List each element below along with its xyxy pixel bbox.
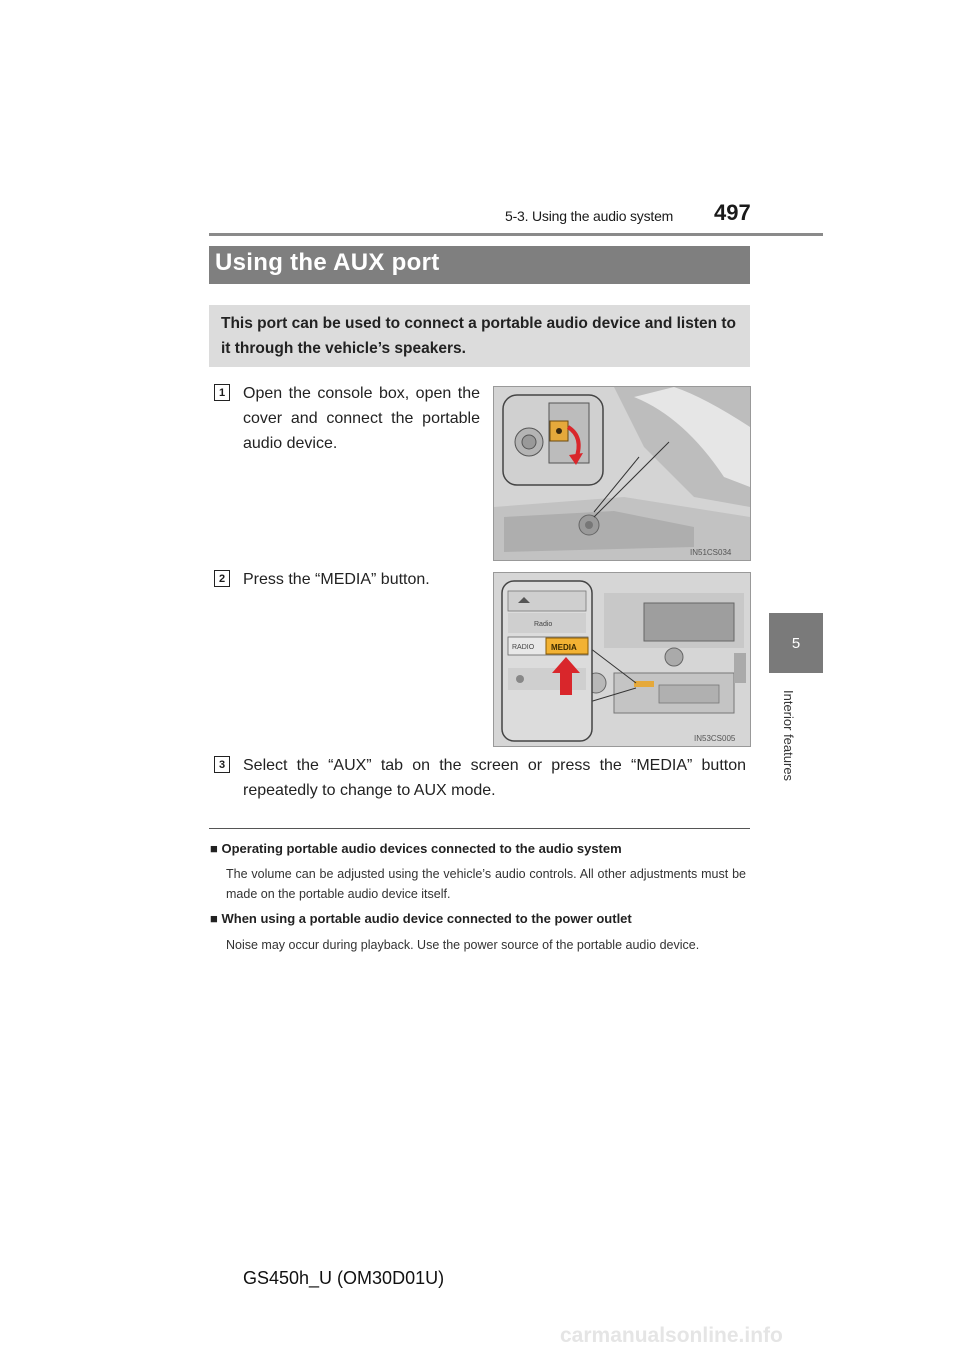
step-text-1: Open the console box, open the cover and connect the portable audio device. (243, 385, 480, 452)
section-header: 5-3. Using the audio system (505, 208, 674, 224)
radio-label-small: Radio (534, 621, 553, 628)
notes-divider (209, 828, 750, 829)
note-bullet-2: ■ (210, 911, 218, 926)
step-number-3: 3 (214, 756, 230, 773)
dashboard-media-drawing (494, 573, 750, 746)
step-text-2: Press the “MEDIA” button. (243, 571, 430, 588)
model-code: GS450h_U (OM30D01U) (243, 1268, 445, 1288)
note-heading-text-2: When using a portable audio device connected to the power outlet (221, 911, 632, 926)
note-heading-2 (210, 911, 632, 926)
dashboard-media-illustration (493, 572, 751, 747)
chapter-tab (769, 613, 823, 673)
watermark: carmanualsonline.info (560, 1324, 783, 1347)
image-code-1: IN51CS034 (690, 548, 732, 557)
intro-text: This port can be used to connect a portable audio device and listen to it through the vehicle’s speakers. (221, 315, 737, 357)
radio-button-label: RADIO (512, 644, 535, 651)
note-heading-1 (210, 841, 622, 856)
header-rule (209, 233, 823, 236)
console-aux-drawing (494, 387, 750, 560)
page-number: 497 (714, 200, 751, 225)
step-text-3: Select the “AUX” tab on the screen or press the “MEDIA” button repeatedly to change to AUX mode. (243, 757, 746, 799)
step-number-1: 1 (214, 384, 230, 401)
console-aux-illustration (493, 386, 751, 561)
step-number-2: 2 (214, 570, 230, 587)
note-body-2: Noise may occur during playback. Use the power source of the portable audio device. (226, 938, 700, 952)
note-bullet-1: ■ (210, 841, 218, 856)
media-button-label: MEDIA (551, 643, 577, 652)
chapter-number: 5 (791, 634, 801, 652)
chapter-label: Interior features (781, 690, 796, 782)
note-body-1: The volume can be adjusted using the vehicle’s audio controls. All other adjustments must be made on the portable audio device itself. (226, 867, 746, 901)
image-code-2: IN53CS005 (694, 734, 736, 743)
note-heading-text-1: Operating portable audio devices connected to the audio system (221, 841, 622, 856)
page-title: Using the AUX port (215, 249, 440, 276)
